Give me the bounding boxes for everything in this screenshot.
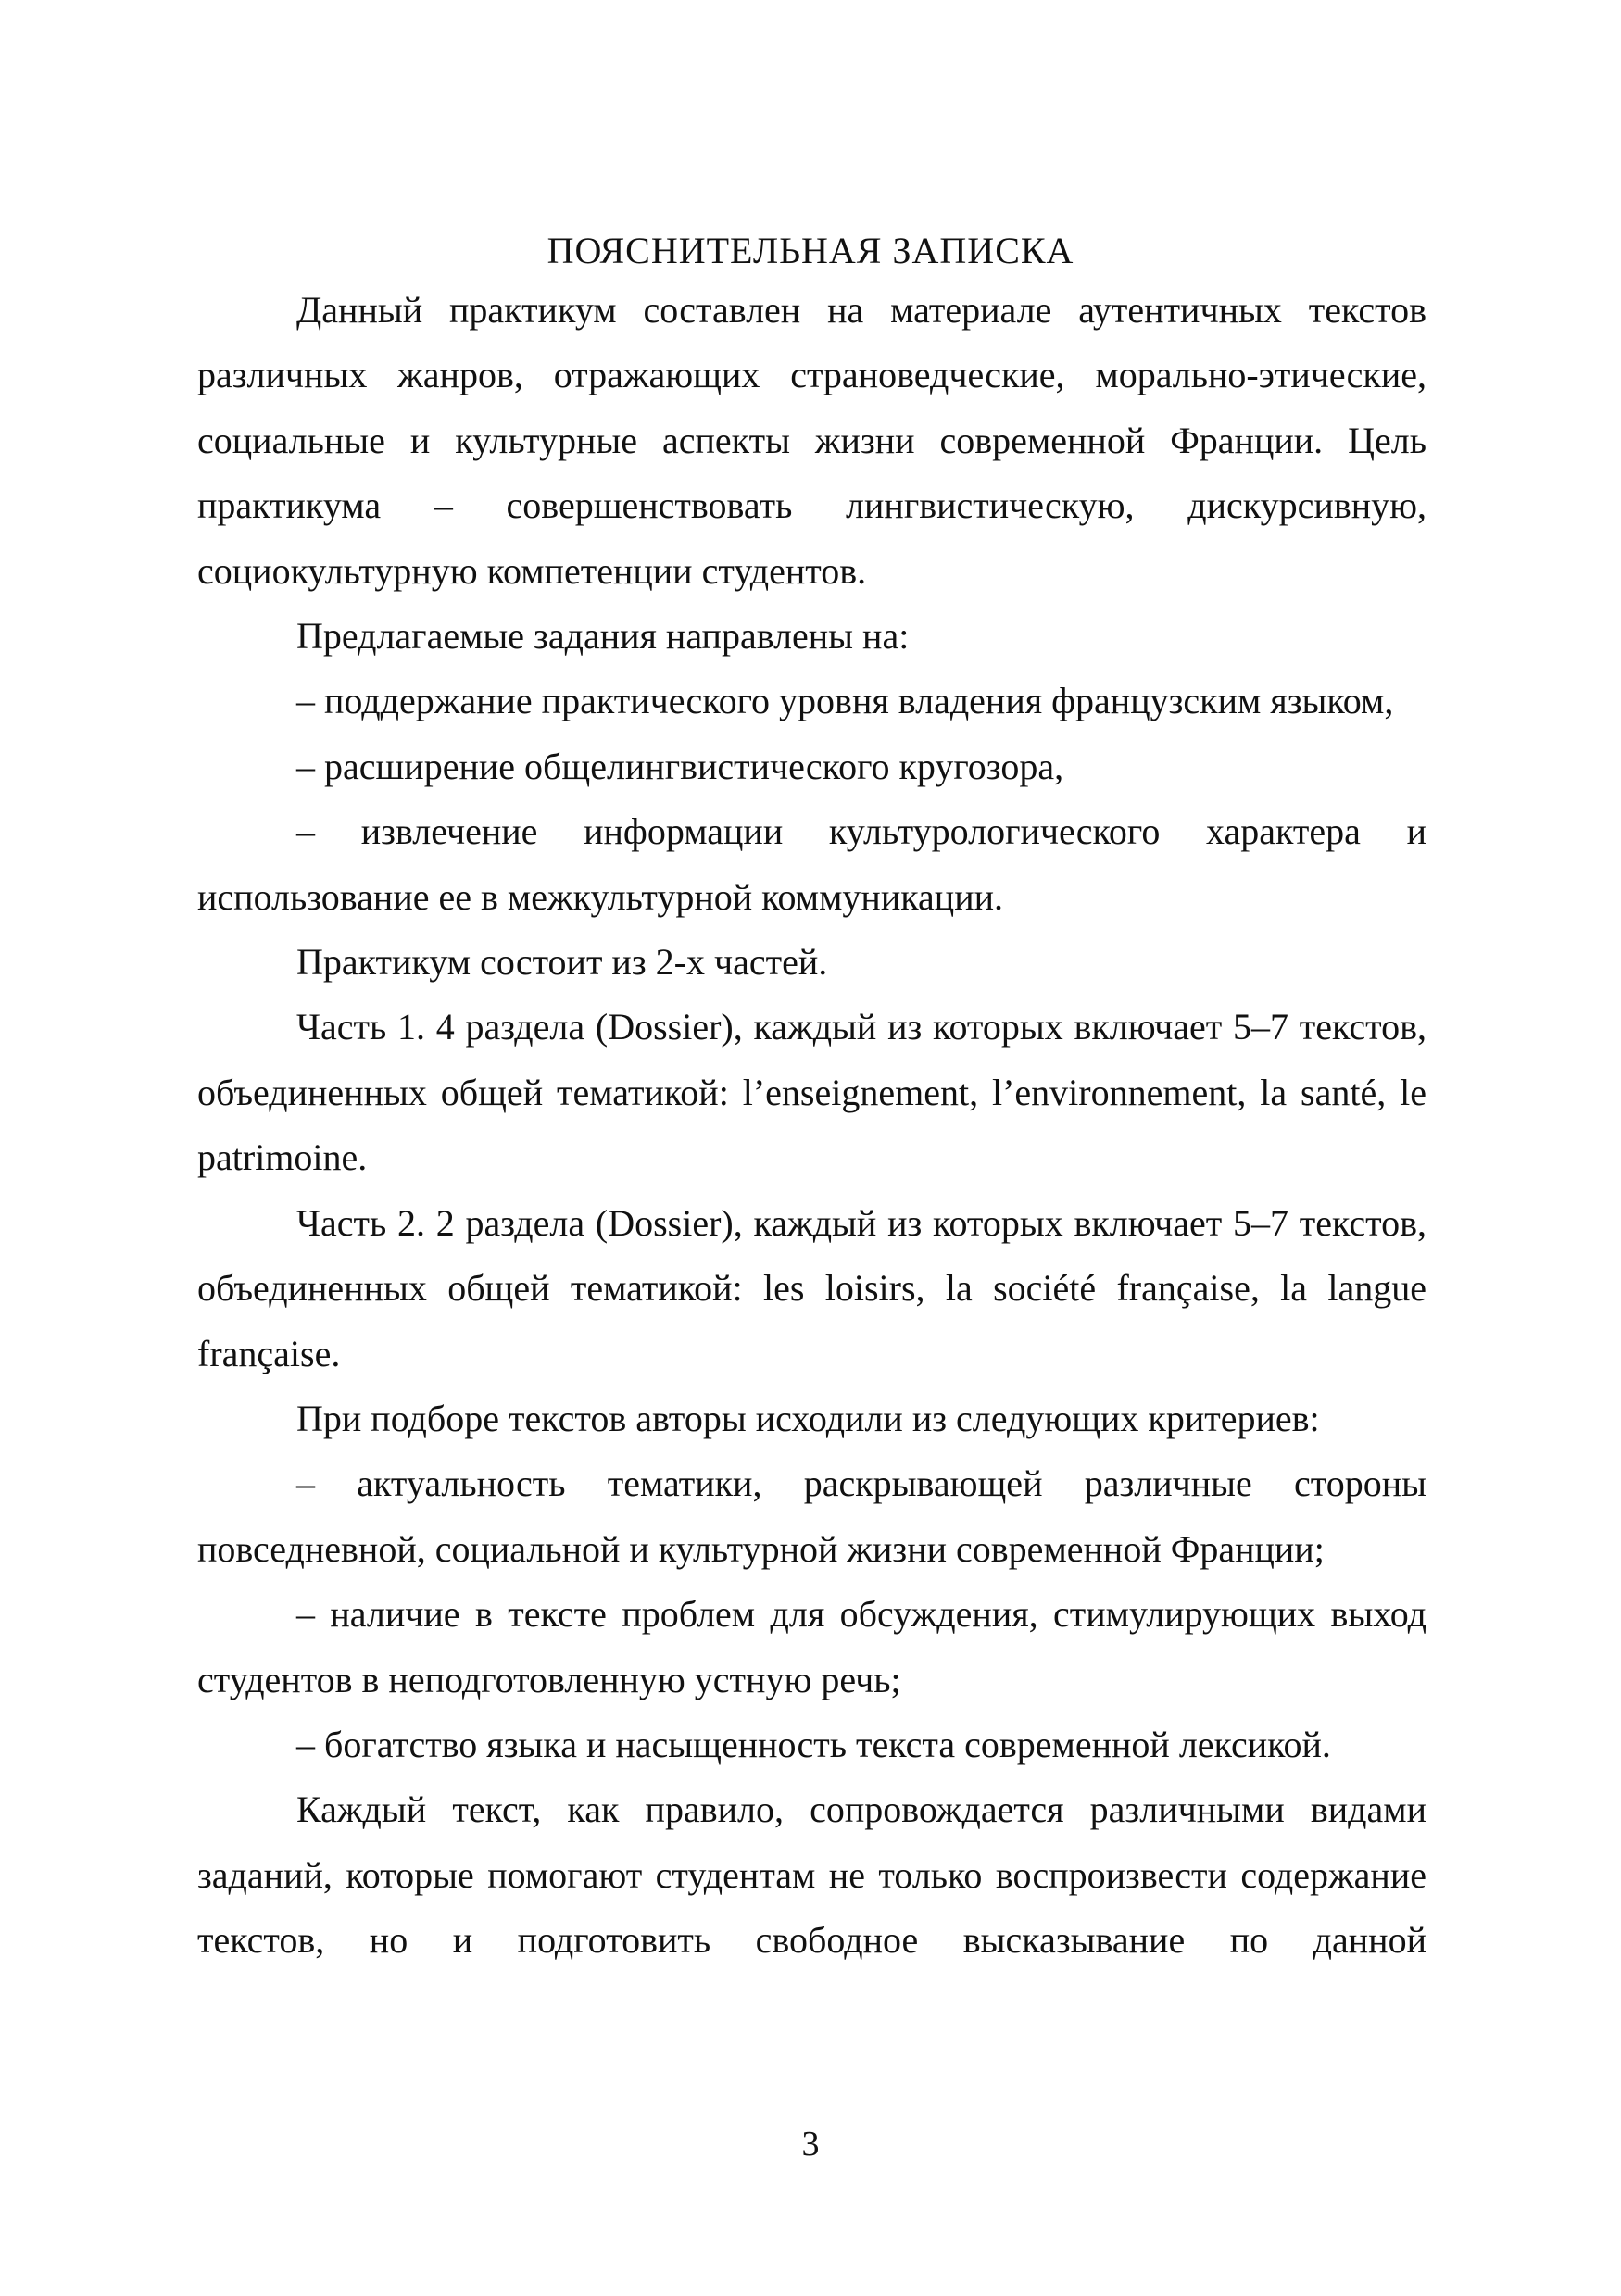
list-item-language-level: – поддержание практического уровня владения французским языком, [296,680,1394,722]
list-item-language-richness: – богатство языка и насыщенность текста современной лексикой. [296,1723,1331,1765]
paragraph-tasks-description: Каждый текст, как правило, сопровождается различными видами заданий, которые помогают студентам не только воспроизвести содержание текстов, но и подготовить свободное высказывание по данной [197,1788,1426,1962]
paragraph-intro: Данный практикум составлен на материале аутентичных текстов различных жанров, отражающих страноведческие, морально-этические, социальные и культурные аспекты жизни современной Франции. Цель практикума – совершенствовать лингвистическую, дискурсивную, социокультурную компетенции студентов. [197,289,1426,592]
paragraph-part-2: Часть 2. 2 раздела (Dossier), каждый из которых включает 5–7 текстов, объединенных общей тематикой: les loisirs, la société française, la langue française. [197,1201,1426,1374]
paragraph-structure: Практикум состоит из 2-х частей. [296,941,828,984]
list-item-cultural-information: – извлечение информации культурологического характера и использование ее в межкультурной коммуникации. [197,810,1426,918]
list-item-linguistic-horizon: – расширение общелингвистического кругозора, [296,745,1064,787]
page-number: 3 [801,2125,820,2164]
page-title: ПОЯСНИТЕЛЬНАЯ ЗАПИСКА [547,230,1074,271]
paragraph-criteria-lead: При подборе текстов авторы исходили из следующих критериев: [296,1397,1320,1439]
paragraph-part-1: Часть 1. 4 раздела (Dossier), каждый из которых включает 5–7 текстов, объединенных общей тематикой: l’enseignement, l’environnement, la santé, le patrimoine. [197,1006,1426,1179]
document-body [197,278,1426,1974]
list-item-discussion-problems: – наличие в тексте проблем для обсуждения, стимулирующих выход студентов в неподготовленную устную речь; [197,1593,1426,1700]
paragraph-tasks-lead: Предлагаемые задания направлены на: [296,615,910,658]
list-item-relevance: – актуальность тематики, раскрывающей различные стороны повседневной, социальной и культурной жизни современной Франции; [197,1462,1426,1570]
